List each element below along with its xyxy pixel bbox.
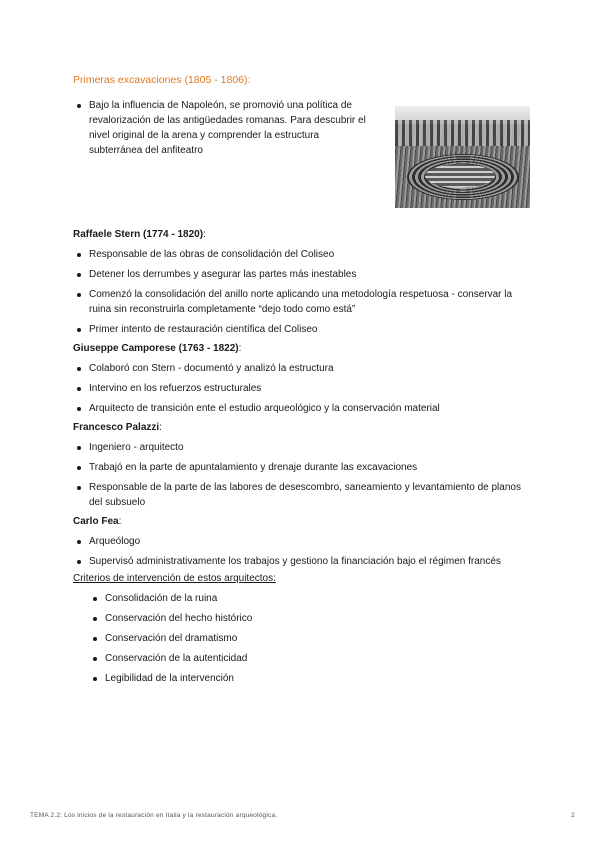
intro-bullet: Bajo la influencia de Napoleón, se promovió una política de revalorización de las antigüedades romanas. Para descubrir el nivel original de la arena y comprender la estructura subterránea del anfiteatro (73, 98, 373, 158)
section-title: Primeras excavaciones (1805 - 1806): (73, 74, 251, 86)
person-list (73, 361, 533, 416)
person-list (73, 247, 533, 337)
criteria-item: Conservación del hecho histórico (73, 611, 533, 626)
list-item: Supervisó administrativamente los trabajos y gestiono la financiación bajo el régimen francés (73, 554, 533, 569)
colosseum-photo (395, 106, 530, 208)
person-heading: Francesco Palazzi: (73, 422, 162, 433)
list-item: Primer intento de restauración científica del Coliseo (73, 322, 533, 337)
list-item: Detener los derrumbes y asegurar las partes más inestables (73, 267, 533, 282)
list-item: Intervino en los refuerzos estructurales (73, 381, 533, 396)
person-block-camporese (73, 341, 533, 416)
person-heading: Raffaele Stern (1774 - 1820): (73, 229, 206, 240)
list-item: Ingeniero - arquitecto (73, 440, 533, 455)
criteria-heading: Criterios de intervención de estos arquitectos: (73, 573, 276, 584)
criteria-item: Conservación de la autenticidad (73, 651, 533, 666)
page-footer (30, 812, 575, 819)
list-item: Trabajó en la parte de apuntalamiento y drenaje durante las excavaciones (73, 460, 533, 475)
footer-text: TEMA 2.2: Los inicios de la restauración en Italia y la restauración arqueológica. (30, 812, 278, 819)
person-list (73, 440, 533, 510)
list-item: Arquitecto de transición ente el estudio arqueológico y la conservación material (73, 401, 533, 416)
page-number: 2 (571, 812, 575, 819)
criteria-item: Conservación del dramatismo (73, 631, 533, 646)
list-item: Arqueólogo (73, 534, 533, 549)
list-item: Responsable de las obras de consolidación del Coliseo (73, 247, 533, 262)
criteria-list (73, 591, 533, 686)
list-item: Responsable de la parte de las labores de desescombro, saneamiento y levantamiento de planos del subsuelo (73, 480, 533, 510)
criteria-item: Consolidación de la ruina (73, 591, 533, 606)
person-block-fea (73, 514, 533, 569)
criteria-item: Legibilidad de la intervención (73, 671, 533, 686)
list-item: Comenzó la consolidación del anillo norte aplicando una metodología respetuosa - conservar la ruina sin reconstruirla completamente “dejo todo como está” (73, 287, 533, 317)
person-block-palazzi (73, 420, 533, 510)
list-item: Colaboró con Stern - documentó y analizó la estructura (73, 361, 533, 376)
intro-list (73, 98, 373, 158)
person-heading: Carlo Fea: (73, 516, 122, 527)
person-heading: Giuseppe Camporese (1763 - 1822): (73, 343, 242, 354)
person-list (73, 534, 533, 569)
body-content (73, 227, 533, 686)
person-block-stern (73, 227, 533, 337)
